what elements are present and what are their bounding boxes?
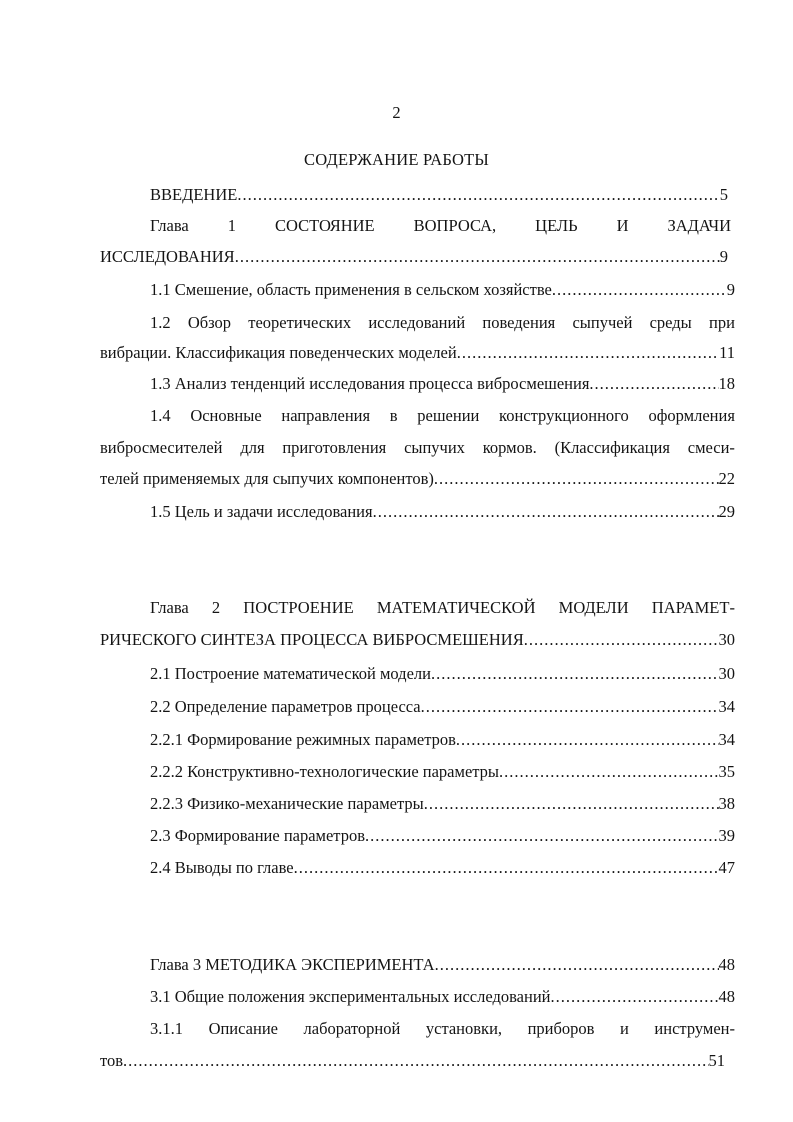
leader-dots	[552, 280, 727, 300]
toc-entry-1-4-line2: вибросмесителей для приготовления сыпучих кормов. (Классификация смеси-	[100, 438, 735, 457]
leader-dots	[373, 502, 719, 522]
toc-entry-text: 2.2.3 Физико-механические параметры	[150, 794, 424, 813]
toc-chapter3	[150, 955, 735, 975]
leader-dots	[435, 955, 719, 975]
toc-entry-page: 38	[718, 794, 735, 813]
toc-entry-1-2-line2	[100, 343, 735, 363]
leader-dots	[421, 697, 719, 717]
toc-entry-page: 35	[718, 762, 735, 781]
toc-entry-2-2	[150, 697, 735, 717]
toc-entry-1-3	[150, 374, 735, 394]
toc-entry-text: 2.1 Построение математической модели	[150, 664, 431, 683]
toc-entry-page: 9	[726, 280, 735, 299]
leader-dots	[365, 826, 718, 846]
leader-dots	[235, 247, 720, 267]
toc-entry-page: 51	[708, 1051, 725, 1070]
toc-entry-page: 22	[718, 469, 735, 488]
toc-entry-2-2-3	[150, 794, 735, 814]
toc-entry-text: 2.4 Выводы по главе	[150, 858, 294, 877]
toc-entry-page: 9	[719, 247, 728, 266]
toc-entry-text: 1.3 Анализ тенденций исследования процесса вибросмешения	[150, 374, 590, 393]
leader-dots	[431, 664, 719, 684]
leader-dots	[456, 730, 719, 750]
toc-entry-text: 2.2 Определение параметров процесса	[150, 697, 421, 716]
leader-dots	[123, 1051, 708, 1071]
toc-chapter1-line2	[100, 247, 728, 267]
page-number: 2	[392, 103, 401, 122]
toc-entry-intro	[150, 185, 728, 205]
toc-entry-2-2-1	[150, 730, 735, 750]
leader-dots	[424, 794, 719, 814]
toc-entry-1-2-line1: 1.2 Обзор теоретических исследований поведения сыпучей среды при	[150, 313, 735, 332]
toc-entry-text: 2.2.2 Конструктивно-технологические параметры	[150, 762, 500, 781]
leader-dots	[550, 987, 718, 1007]
toc-title: СОДЕРЖАНИЕ РАБОТЫ	[304, 150, 489, 169]
toc-entry-page: 30	[718, 664, 735, 683]
leader-dots	[499, 762, 718, 782]
toc-entry-text: РИЧЕСКОГО СИНТЕЗА ПРОЦЕССА ВИБРОСМЕШЕНИЯ	[100, 630, 524, 649]
toc-entry-1-5	[150, 502, 735, 522]
toc-entry-text: Глава 3 МЕТОДИКА ЭКСПЕРИМЕНТА	[150, 955, 435, 974]
toc-chapter2-line2	[100, 630, 735, 650]
leader-dots	[237, 185, 719, 205]
toc-entry-text: 1.1 Смешение, область применения в сельском хозяйстве	[150, 280, 552, 299]
toc-entry-text: телей применяемых для сыпучих компонентов)	[100, 469, 434, 488]
leader-dots	[524, 630, 719, 650]
toc-chapter2-line1: Глава 2 ПОСТРОЕНИЕ МАТЕМАТИЧЕСКОЙ МОДЕЛИ ПАРАМЕТ-	[150, 598, 735, 617]
toc-entry-1-4-line1: 1.4 Основные направления в решении конструкционного оформления	[150, 406, 735, 425]
toc-entry-text: 3.1 Общие положения экспериментальных исследований	[150, 987, 551, 1006]
leader-dots	[589, 374, 718, 394]
toc-entry-text: ИССЛЕДОВАНИЯ	[100, 247, 235, 266]
toc-entry-page: 48	[718, 987, 735, 1006]
toc-entry-page: 34	[718, 697, 735, 716]
toc-entry-page: 11	[719, 343, 735, 362]
toc-chapter1-line1: Глава 1 СОСТОЯНИЕ ВОПРОСА, ЦЕЛЬ И ЗАДАЧИ	[150, 216, 731, 235]
toc-entry-3-1	[150, 987, 735, 1007]
toc-entry-text: 2.2.1 Формирование режимных параметров	[150, 730, 456, 749]
toc-entry-2-4	[150, 858, 735, 878]
toc-entry-page: 29	[718, 502, 735, 521]
toc-entry-3-1-1-line1: 3.1.1 Описание лабораторной установки, приборов и инструмен-	[150, 1019, 735, 1038]
toc-entry-1-1	[150, 280, 735, 300]
leader-dots	[457, 343, 719, 363]
toc-entry-page: 39	[718, 826, 735, 845]
toc-entry-page: 18	[718, 374, 735, 393]
leader-dots	[434, 469, 719, 489]
toc-entry-page: 34	[718, 730, 735, 749]
toc-entry-2-3	[150, 826, 735, 846]
toc-entry-text: 1.5 Цель и задачи исследования	[150, 502, 373, 521]
toc-entry-1-4-line3	[100, 469, 735, 489]
toc-entry-2-2-2	[150, 762, 735, 782]
toc-entry-page: 30	[718, 630, 735, 649]
toc-entry-text: ВВЕДЕНИЕ	[150, 185, 238, 204]
toc-entry-text: тов	[100, 1051, 124, 1070]
toc-entry-text: вибрации. Классификация поведенческих моделей	[100, 343, 457, 362]
toc-entry-3-1-1-line2	[100, 1051, 725, 1071]
toc-entry-text: 2.3 Формирование параметров	[150, 826, 366, 845]
leader-dots	[294, 858, 719, 878]
toc-entry-2-1	[150, 664, 735, 684]
toc-entry-page: 5	[719, 185, 728, 204]
toc-entry-page: 47	[718, 858, 735, 877]
toc-entry-page: 48	[718, 955, 735, 974]
